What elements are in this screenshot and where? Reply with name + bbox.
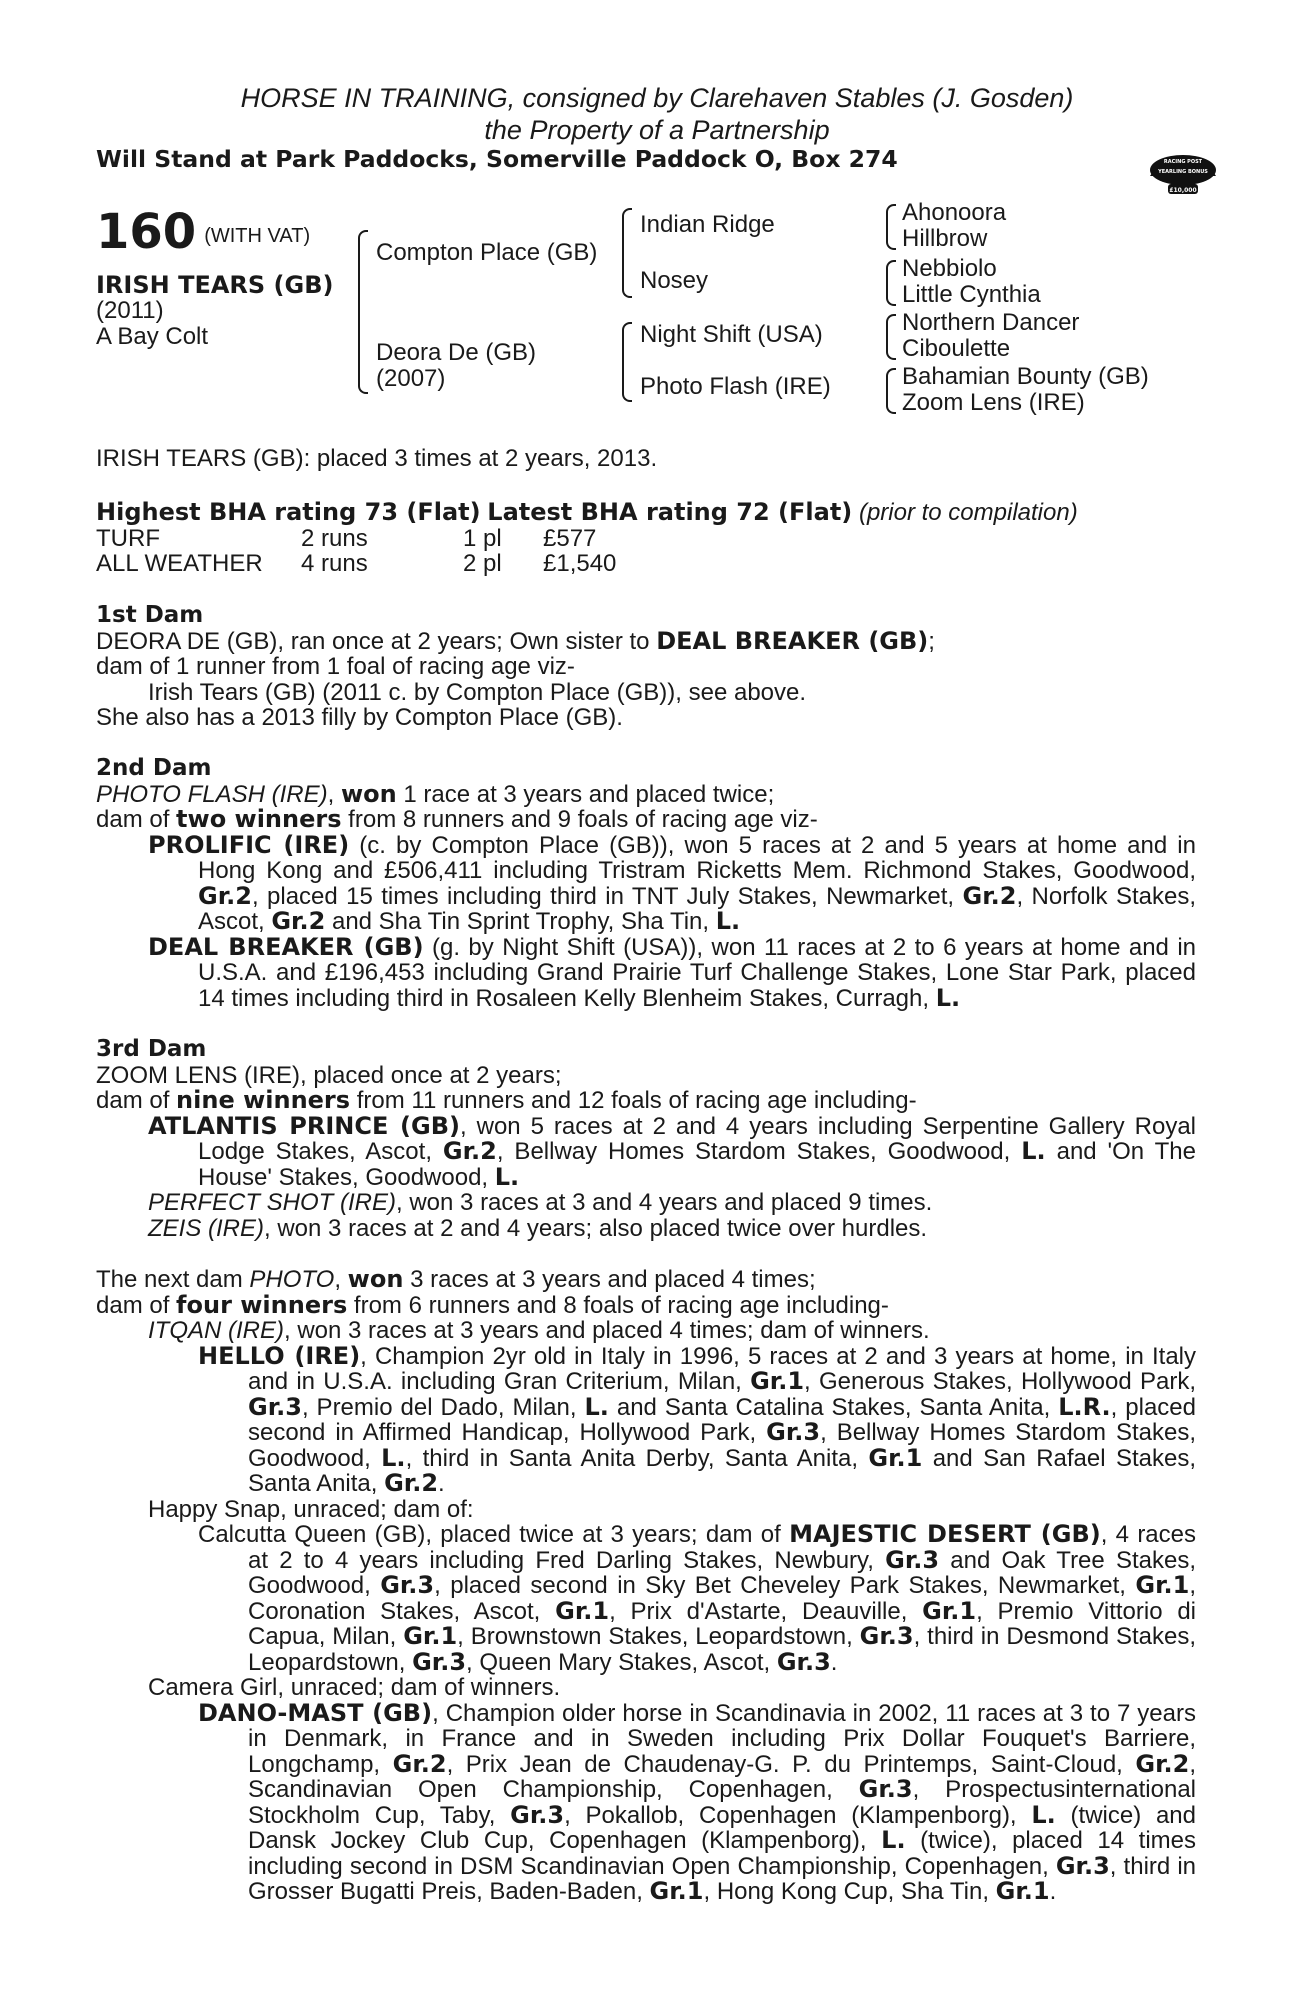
pedigree-dam-sire: Night Shift (USA) — [640, 321, 823, 348]
pedigree-g8: Zoom Lens (IRE) — [902, 389, 1085, 416]
horse-name: HELLO (IRE) — [198, 1341, 361, 1370]
catalogue-header-title: HORSE IN TRAINING, consigned by Clarehaven Stables (J. Gosden) — [240, 83, 1074, 113]
latest-rating: Latest BHA rating 72 (Flat) — [487, 498, 853, 526]
produce-happy-snap: Happy Snap, unraced; dam of: — [148, 1495, 474, 1523]
produce-deal-breaker: DEAL BREAKER (GB) (g. by Night Shift (USA)), won 11 races at 2 to 6 years at home and in U.S.A. and £196,453 including Grand Prairie Turf Challenge Stakes, Lone Star Park, placed 14 times including third in Rosaleen Kelly Blenheim Stakes, Curragh, L. — [148, 932, 1196, 1012]
next-dam-section: The next dam PHOTO, won 3 races at 3 years and placed 4 times; dam of four winners from 6 runners and 8 foals of racing age including- ITQAN (IRE), won 3 races at 3 years and placed 4 times; dam of winners. HELLO (IRE), Champion 2yr old in Italy in 1996, 5 races at 2 and 3 years at home, in Italy and in U.S.A. including Gran Criterium, Milan, Gr.1, Generous Stakes, Hollywood Park, Gr.3, Premio del Dado, Milan, L. and Santa Catalina Stakes, Santa Anita, L.R., placed second in Affirmed Handicap, Hollywood Park, Gr.3, Bellway Homes Stardom Stakes, Goodwood, L., third in Santa Anita Derby, Santa Anita, Gr.1 and San Rafael Stakes, Santa Anita, Gr.2. Happy Snap, unraced; dam of: Calcutta Queen (GB), placed twice at 3 years; dam of MAJESTIC DESERT (GB), 4 races at 2 to 4 years including Fred Darling Stakes, Newbury, Gr.3 and Oak Tree Stakes, Goodwood, Gr.3, placed second in Sky Bet Cheveley Park Stakes, Newmarket, Gr.1, Coronation Stakes, Ascot, Gr.1, Prix d'Astarte, Deauville, Gr.1, Premio Vittorio di Capua, Milan, Gr.1, Brownstown Stakes, Leopardstown, Gr.3, third in Desmond Stakes, Leopardstown, Gr.3, Queen Mary Stakes, Ascot, Gr.3. Camera Girl, unraced; dam of winners. DANO-MAST (GB), Champion older horse in Scandinavia in 2002, 11 races at 3 to 7 years in Denmark, in France and in Sweden including Prix Dollar Fouquet's Barriere, Longchamp, Gr.2, Prix Jean de Chaudenay-G. P. du Printemps, Saint-Cloud, Gr.2, Scandinavian Open Championship, Copenhagen, Gr.3, Prospectusinternational Stockholm Cup, Taby, Gr.3, Pokallob, Copenhagen (Klampenborg), L. (twice) and Dansk Jockey Club Cup, Copenhagen (Klampenborg), L. (twice), placed 14 times including second in DSM Scandinavian Open Championship, Copenhagen, Gr.3, third in Grosser Bugatti Preis, Baden-Baden, Gr.1, Hong Kong Cup, Sha Tin, Gr.1. — [96, 1265, 1197, 1905]
produce-dano-mast: DANO-MAST (GB), Champion older horse in Scandinavia in 2002, 11 races at 3 to 7 years in Denmark, in France and in Sweden including Prix Dollar Fouquet's Barriere, Longchamp, Gr.2, Prix Jean de Chaudenay-G. P. du Printemps, Saint-Cloud, Gr.2, Scandinavian Open Championship, Copenhagen, Gr.3, Prospectusinternational Stockholm Cup, Taby, Gr.3, Pokallob, Copenhagen (Klampenborg), L. (twice) and Dansk Jockey Club Cup, Copenhagen (Klampenborg), L. (twice), placed 14 times including second in DSM Scandinavian Open Championship, Copenhagen, Gr.3, third in Grosser Bugatti Preis, Baden-Baden, Gr.1, Hong Kong Cup, Sha Tin, Gr.1. — [198, 1698, 1197, 1905]
pedigree-brace-g1 — [886, 204, 896, 250]
pedigree-brace-sire — [622, 208, 632, 298]
placings: 1 pl — [463, 524, 502, 552]
punct: ; — [928, 627, 935, 655]
catalogue-header-subtitle: the Property of a Partnership — [484, 115, 830, 145]
first-dam-heading: 1st Dam — [96, 602, 204, 628]
first-dam-sibling: DEAL BREAKER (GB) — [656, 626, 929, 655]
performance-row-turf — [96, 526, 1196, 552]
pedigree-g7: Bahamian Bounty (GB) — [902, 363, 1149, 390]
surface: ALL WEATHER — [96, 550, 263, 577]
third-dam-heading: 3rd Dam — [96, 1036, 207, 1062]
text: dam of — [96, 806, 177, 833]
won-label: won — [347, 1265, 404, 1293]
horse-name: ZEIS (IRE) — [148, 1214, 265, 1242]
first-dam-section — [96, 603, 1196, 731]
placings: 2 pl — [463, 550, 502, 577]
pedigree-brace-main — [358, 230, 368, 394]
lot-number: 160 — [96, 204, 197, 260]
third-dam-section: 3rd Dam ZOOM LENS (IRE), placed once at 2 years; dam of nine winners from 11 runners and 12 foals of racing age including- ATLANTIS PRINCE (GB), won 5 races at 2 and 4 years including Serpentine Gallery Royal Lodge Stakes, Ascot, Gr.2, Bellway Homes Stardom Stakes, Goodwood, L. and 'On The House' Stakes, Goodwood, L. PERFECT SHOT (IRE), won 3 races at 3 and 4 years and placed 9 times. ZEIS (IRE), won 3 races at 2 and 4 years; also placed twice over hurdles. — [96, 1036, 1196, 1242]
summary-text: IRISH TEARS (GB): placed 3 times at 2 years, 2013. — [96, 445, 658, 472]
first-dam-produce: dam of 1 runner from 1 foal of racing age viz- — [96, 653, 575, 680]
produce-calcutta-queen: Calcutta Queen (GB), placed twice at 3 years; dam of MAJESTIC DESERT (GB), 4 races at 2 to 4 years including Fred Darling Stakes, Newbury, Gr.3 and Oak Tree Stakes, Goodwood, Gr.3, placed second in Sky Bet Cheveley Park Stakes, Newmarket, Gr.1, Coronation Stakes, Ascot, Gr.1, Prix d'Astarte, Deauville, Gr.1, Premio Vittorio di Capua, Milan, Gr.1, Brownstown Stakes, Leopardstown, Gr.3, third in Desmond Stakes, Leopardstown, Gr.3, Queen Mary Stakes, Ascot, Gr.3. — [198, 1520, 1197, 1676]
stand-location: Will Stand at Park Paddocks, Somerville Paddock O, Box 274 — [96, 145, 898, 173]
pedigree-g1: Ahonoora — [902, 199, 1007, 226]
pedigree-sire-dam: Nosey — [640, 267, 709, 294]
pedigree-sire-sire: Indian Ridge — [640, 211, 775, 238]
yearling-bonus-badge-icon — [1148, 146, 1218, 196]
runs: 2 runs — [301, 524, 368, 552]
winners-count: nine winners — [176, 1086, 351, 1114]
pedigree-g3: Nebbiolo — [902, 255, 997, 282]
pedigree-dam-year: (2007) — [376, 365, 446, 392]
lot-vat: (WITH VAT) — [204, 225, 311, 247]
pedigree-brace-g3 — [886, 314, 896, 360]
horse-name: PROLIFIC (IRE) — [148, 830, 350, 859]
second-dam-record: 1 race at 3 years and placed twice; — [396, 780, 775, 808]
pedigree-g5: Northern Dancer — [902, 309, 1080, 336]
first-dam-line: DEORA DE (GB), ran once at 2 years; Own sister to — [96, 627, 657, 655]
rating-note: (prior to compilation) — [858, 499, 1078, 526]
winners-count: two winners — [176, 805, 342, 833]
performance-row-all-weather — [96, 551, 1196, 577]
horse-name: IRISH TEARS (GB) — [96, 271, 334, 299]
produce-perfect-shot: PERFECT SHOT (IRE), won 3 races at 3 and 4 years and placed 9 times. — [148, 1189, 933, 1216]
horse-name: DANO-MAST (GB) — [198, 1698, 433, 1727]
pedigree-dam-dam: Photo Flash (IRE) — [640, 373, 831, 400]
badge-line2: YEARLING BONUS — [1158, 169, 1208, 175]
earnings: £577 — [543, 524, 597, 552]
horse-description: A Bay Colt — [96, 323, 209, 350]
produce-atlantis-prince: ATLANTIS PRINCE (GB), won 5 races at 2 and 4 years including Serpentine Gallery Royal Lodge Stakes, Ascot, Gr.2, Bellway Homes Stardom Stakes, Goodwood, L. and 'On The House' Stakes, Goodwood, L. — [148, 1111, 1196, 1191]
race-summary — [96, 446, 1196, 472]
won-label: won — [340, 779, 397, 808]
pedigree-brace-g4 — [886, 368, 896, 414]
horse-name: MAJESTIC DESERT (GB) — [789, 1520, 1101, 1548]
runs: 4 runs — [301, 550, 368, 577]
pedigree-brace-g2 — [886, 260, 896, 306]
ratings-section — [96, 500, 1196, 577]
produce-prolific: PROLIFIC (IRE) (c. by Compton Place (GB)), won 5 races at 2 and 5 years at home and in Hong Kong and £506,411 including Tristram Ricketts Mem. Richmond Stakes, Goodwood, Gr.2, placed 15 times including third in TNT July Stakes, Newmarket, Gr.2, Norfolk Stakes, Ascot, Gr.2 and Sha Tin Sprint Trophy, Sha Tin, L. — [148, 830, 1197, 935]
earnings: £1,540 — [543, 550, 617, 577]
punct: , — [327, 780, 341, 808]
first-dam-note: She also has a 2013 filly by Compton Place (GB). — [96, 704, 623, 731]
produce-camera-girl: Camera Girl, unraced; dam of winners. — [148, 1674, 561, 1701]
produce-zeis: ZEIS (IRE), won 3 races at 2 and 4 years; also placed twice over hurdles. — [148, 1214, 928, 1242]
next-dam-name: PHOTO — [249, 1266, 335, 1293]
second-dam-heading: 2nd Dam — [96, 755, 212, 781]
third-dam-name: ZOOM LENS (IRE), placed once at 2 years; — [96, 1061, 562, 1089]
horse-name: ATLANTIS PRINCE (GB) — [148, 1111, 460, 1140]
pedigree-sire: Compton Place (GB) — [376, 239, 598, 266]
horse-name: PERFECT SHOT (IRE) — [148, 1189, 397, 1216]
text: from 8 runners and 9 foals of racing age viz- — [341, 806, 818, 833]
pedigree-brace-dam — [622, 322, 632, 402]
second-dam-name: PHOTO FLASH (IRE) — [96, 780, 328, 808]
badge-line1: RACING POST — [1163, 159, 1203, 165]
pedigree-dam: Deora De (GB) — [376, 339, 537, 366]
pedigree-g6: Ciboulette — [902, 335, 1011, 362]
second-dam-section — [96, 756, 1196, 1011]
pedigree-g4: Little Cynthia — [902, 281, 1041, 308]
lot-block — [96, 206, 310, 258]
highest-rating: Highest BHA rating 73 (Flat) — [96, 498, 481, 526]
produce-hello: HELLO (IRE), Champion 2yr old in Italy in 1996, 5 races at 2 and 3 years at home, in Italy and in U.S.A. including Gran Criterium, Milan, Gr.1, Generous Stakes, Hollywood Park, Gr.3, Premio del Dado, Milan, L. and Santa Catalina Stakes, Santa Anita, L.R., placed second in Affirmed Handicap, Hollywood Park, Gr.3, Bellway Homes Stardom Stakes, Goodwood, L., third in Santa Anita Derby, Santa Anita, Gr.1 and San Rafael Stakes, Santa Anita, Gr.2. — [198, 1341, 1197, 1497]
horse-name: DEAL BREAKER (GB) — [148, 932, 424, 961]
surface: TURF — [96, 524, 160, 552]
produce-itqan: ITQAN (IRE), won 3 races at 3 years and placed 4 times; dam of winners. — [148, 1317, 930, 1344]
badge-amount: £10,000 — [1169, 187, 1197, 194]
horse-year: (2011) — [96, 297, 164, 324]
horse-name: ITQAN (IRE) — [148, 1317, 284, 1344]
horse-info — [96, 272, 333, 350]
winners-count: four winners — [176, 1290, 348, 1319]
pedigree-g2: Hillbrow — [902, 225, 988, 252]
first-dam-foal: Irish Tears (GB) (2011 c. by Compton Place (GB)), see above. — [148, 678, 807, 706]
